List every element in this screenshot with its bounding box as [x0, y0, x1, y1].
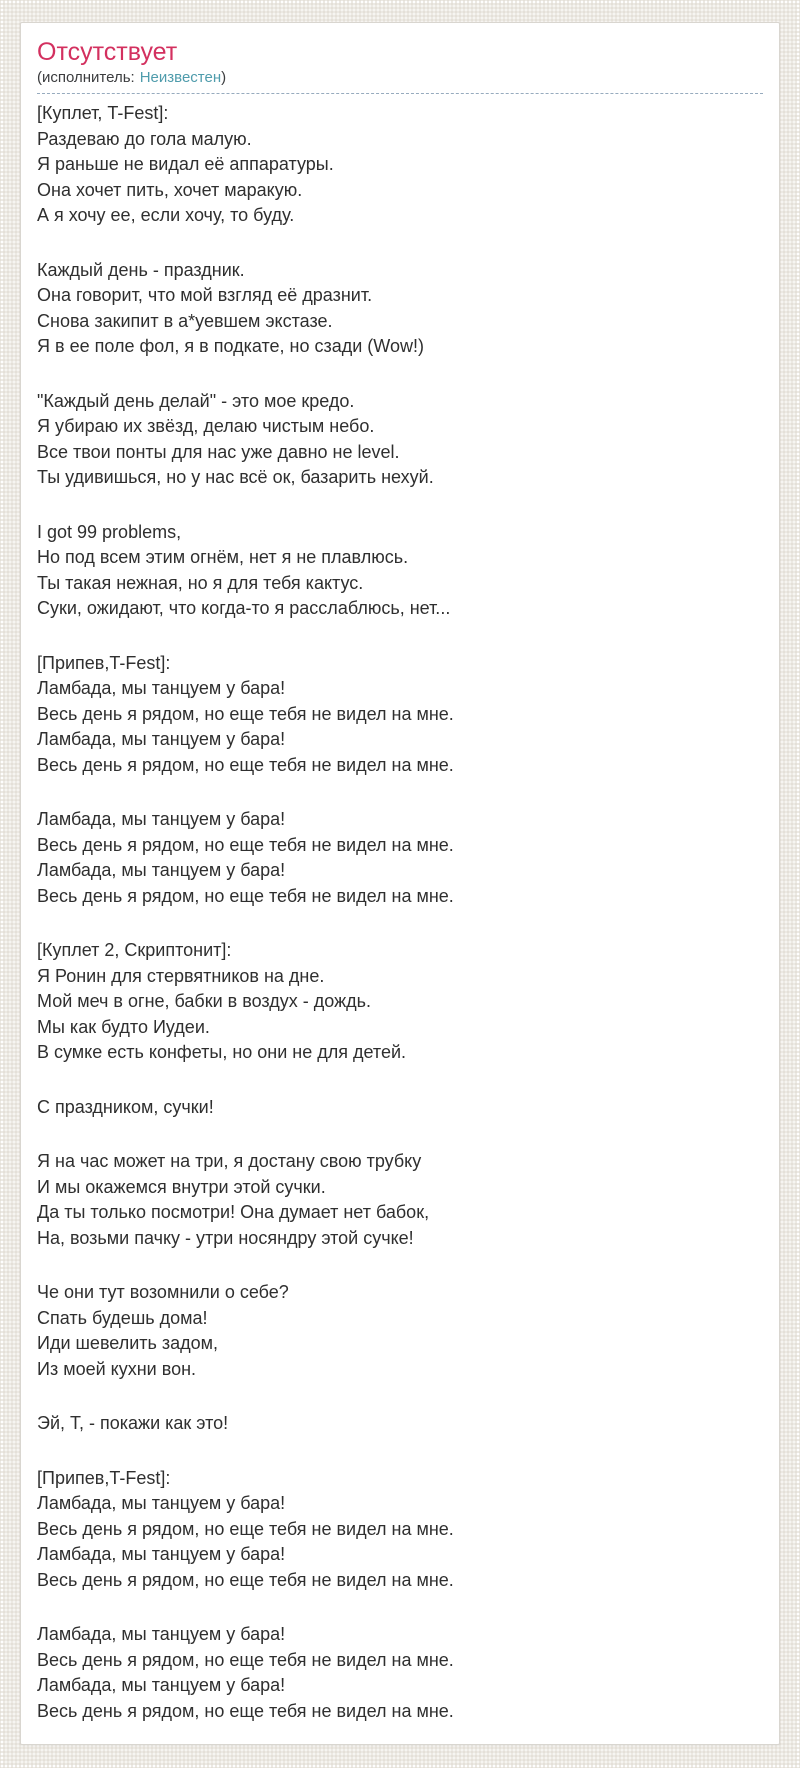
lyric-line: Ламбада, мы танцуем у бара! — [37, 729, 286, 749]
stanza — [37, 1411, 763, 1437]
lyric-line: Ламбада, мы танцуем у бара! — [37, 1493, 286, 1513]
lyric-line: Суки, ожидают, что когда-то я расслаблюсь, нет... — [37, 598, 451, 618]
lyric-line: [Припев,T-Fest]: — [37, 1467, 171, 1488]
lyric-line: Весь день я рядом, но еще тебя не видел на мне. — [37, 834, 454, 855]
artist-close-paren: ) — [221, 69, 227, 86]
lyric-line: [Куплет, T-Fest]: — [37, 103, 169, 123]
lyric-line: Весь день я рядом, но еще тебя не видел на мне. — [37, 885, 454, 906]
lyric-line: Она говорит, что мой взгляд её дразнит. — [37, 285, 373, 305]
lyrics-text — [37, 101, 763, 1724]
song-title: Отсутствует — [37, 38, 178, 66]
lyric-line: Мы как будто Иудеи. — [37, 1016, 210, 1037]
lyric-line: Эй, Т, - покажи как это! — [37, 1413, 229, 1433]
lyric-line: Спать будешь дома! — [37, 1307, 208, 1328]
lyric-line: Я на час может на три, я достану свою трубку — [37, 1151, 422, 1171]
lyric-line: Ты удивишься, но у нас всё ок, базарить нехуй. — [37, 467, 434, 487]
lyric-line: Все твои понты для нас уже давно не level. — [37, 441, 400, 462]
lyric-line: Она хочет пить, хочет маракую. — [37, 179, 303, 200]
lyric-line: Я в ее поле фол, я в подкате, но сзади (Wow!) — [37, 336, 424, 356]
stanza — [37, 101, 763, 229]
stanza — [37, 389, 763, 491]
lyric-line: I got 99 problems, — [37, 521, 182, 542]
lyric-line: И мы окажемся внутри этой сучки. — [37, 1176, 326, 1197]
lyric-line: На, возьми пачку - утри носяндру этой сучке! — [37, 1227, 414, 1248]
lyric-line: Весь день я рядом, но еще тебя не видел на мне. — [37, 1649, 454, 1670]
stanza — [37, 520, 763, 622]
lyric-line: Ламбада, мы танцуем у бара! — [37, 1675, 286, 1695]
lyric-line: Че они тут возомнили о себе? — [37, 1282, 289, 1302]
lyric-line: Но под всем этим огнём, нет я не плавлюсь. — [37, 547, 409, 567]
lyric-line: Снова закипит в а*уевшем экстазе. — [37, 310, 333, 331]
artist-link[interactable]: Неизвестен — [139, 69, 222, 86]
lyric-line: Из моей кухни вон. — [37, 1358, 197, 1379]
lyric-line: Мой меч в огне, бабки в воздух - дождь. — [37, 991, 371, 1011]
lyric-line: Ламбада, мы танцуем у бара! — [37, 1544, 286, 1564]
artist-label: (исполнитель: — [37, 69, 135, 86]
artist-line — [37, 68, 763, 94]
stanza — [37, 807, 763, 909]
lyric-line: Ламбада, мы танцуем у бара! — [37, 1624, 286, 1644]
lyric-line: Раздеваю до гола малую. — [37, 128, 252, 149]
lyric-line: Ты такая нежная, но я для тебя кактус. — [37, 572, 364, 593]
lyric-line: Я раньше не видал её аппаратуры. — [37, 154, 334, 174]
lyric-line: "Каждый день делай" - это мое кредо. — [37, 390, 355, 411]
lyric-line: Ламбада, мы танцуем у бара! — [37, 860, 286, 880]
lyric-line: Я Ронин для стервятников на дне. — [37, 965, 325, 986]
lyric-line: Весь день я рядом, но еще тебя не видел на мне. — [37, 703, 454, 724]
lyric-line: Ламбада, мы танцуем у бара! — [37, 678, 286, 698]
lyric-line: [Припев,T-Fest]: — [37, 652, 171, 673]
stanza — [37, 1622, 763, 1724]
lyric-line: А я хочу ее, если хочу, то буду. — [37, 205, 295, 225]
lyric-line: Я убираю их звёзд, делаю чистым небо. — [37, 416, 375, 436]
lyric-line: С праздником, сучки! — [37, 1096, 214, 1117]
stanza — [37, 1095, 763, 1121]
lyric-line: Весь день я рядом, но еще тебя не видел на мне. — [37, 754, 454, 775]
lyric-line: Да ты только посмотри! Она думает нет бабок, — [37, 1202, 430, 1222]
lyric-line: Каждый день - праздник. — [37, 259, 245, 280]
lyrics-card — [20, 22, 780, 1745]
lyric-line: В сумке есть конфеты, но они не для детей. — [37, 1042, 407, 1062]
stanza — [37, 938, 763, 1066]
lyric-line: [Куплет 2, Скриптонит]: — [37, 940, 232, 960]
lyric-line: Весь день я рядом, но еще тебя не видел на мне. — [37, 1518, 454, 1539]
stanza — [37, 258, 763, 360]
stanza — [37, 1466, 763, 1594]
stanza — [37, 651, 763, 779]
lyric-line: Иди шевелить задом, — [37, 1333, 219, 1353]
stanza — [37, 1149, 763, 1251]
lyric-line: Ламбада, мы танцуем у бара! — [37, 809, 286, 829]
lyric-line: Весь день я рядом, но еще тебя не видел на мне. — [37, 1700, 454, 1721]
stanza — [37, 1280, 763, 1382]
lyric-line: Весь день я рядом, но еще тебя не видел на мне. — [37, 1569, 454, 1590]
